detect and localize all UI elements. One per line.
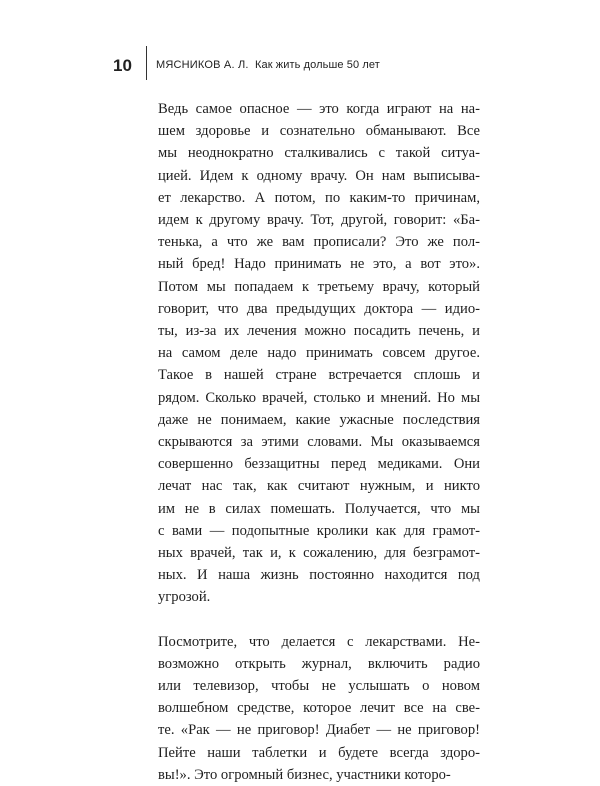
text-line: Такое в нашей стране встречается сплошь и — [158, 367, 480, 384]
text-line: вы!». Это огромный бизнес, участники которо- — [158, 766, 451, 783]
text-line: мы неоднократно сталкивались с такой ситуа- — [158, 145, 480, 162]
text-line: те. «Рак — не приговор! Диабет — не приговор! — [158, 722, 480, 739]
text-line: Посмотрите, что делается с лекарствами. Не- — [158, 633, 480, 650]
text-line: совершенно беззащитны перед медиками. Они — [158, 456, 480, 473]
body-text — [158, 98, 480, 786]
text-line: волшебном средстве, которое лечит все на све- — [158, 700, 480, 717]
text-line: ет лекарство. А потом, по каким-то причинам, — [158, 189, 480, 206]
text-line: скрываются за этими словами. Мы оказываемся — [158, 434, 480, 451]
text-line: шем здоровье и сознательно обманывают. Все — [158, 123, 480, 140]
text-line: говорит, что два предыдущих доктора — идио- — [158, 300, 480, 317]
text-line: ных. И наша жизнь постоянно находится под — [158, 567, 480, 584]
text-line: ты, из-за их лечения можно посадить печень, и — [158, 323, 480, 340]
text-line: идем к другому врачу. Тот, другой, говорит: «Ба- — [158, 212, 480, 229]
text-line: Потом мы попадаем к третьему врачу, который — [158, 278, 480, 295]
text-line: или телевизор, чтобы не услышать о новом — [158, 678, 480, 695]
running-head — [156, 58, 380, 72]
text-line: цией. Идем к одному врачу. Он нам выписыва- — [158, 167, 480, 184]
book-title: Как жить дольше 50 лет — [254, 59, 380, 71]
text-line: возможно открыть журнал, включить радио — [158, 655, 480, 672]
text-line: Ведь самое опасное — это когда играют на на- — [158, 101, 480, 117]
text-line: Пейте наши таблетки и будете всегда здоро- — [158, 744, 480, 761]
page-number: 10 — [113, 56, 132, 75]
running-header — [113, 46, 493, 80]
text-line: угрозой. — [158, 589, 211, 606]
header-divider — [146, 46, 147, 80]
author-name: МЯСНИКОВ А. Л. — [156, 59, 249, 71]
text-line: на самом деле надо принимать совсем другое. — [158, 345, 480, 362]
text-line: с вами — подопытные кролики как для грамот- — [158, 522, 480, 539]
text-line: даже не понимаем, какие ужасные последствия — [158, 411, 480, 428]
text-line: ный бред! Надо принимать не это, а вот это». — [158, 256, 480, 273]
text-line: лечат нас так, как считают нужным, и никто — [158, 478, 480, 495]
text-line: рядом. Сколько врачей, столько и мнений. Но мы — [158, 389, 480, 406]
paragraph — [158, 98, 480, 609]
paragraph — [158, 631, 480, 786]
text-line: им не в силах помешать. Получается, что мы — [158, 500, 480, 517]
text-line: тенька, а что же вам прописали? Это же пол- — [158, 234, 480, 251]
text-line: ных врачей, так и, к сожалению, для безграмот- — [158, 545, 480, 562]
